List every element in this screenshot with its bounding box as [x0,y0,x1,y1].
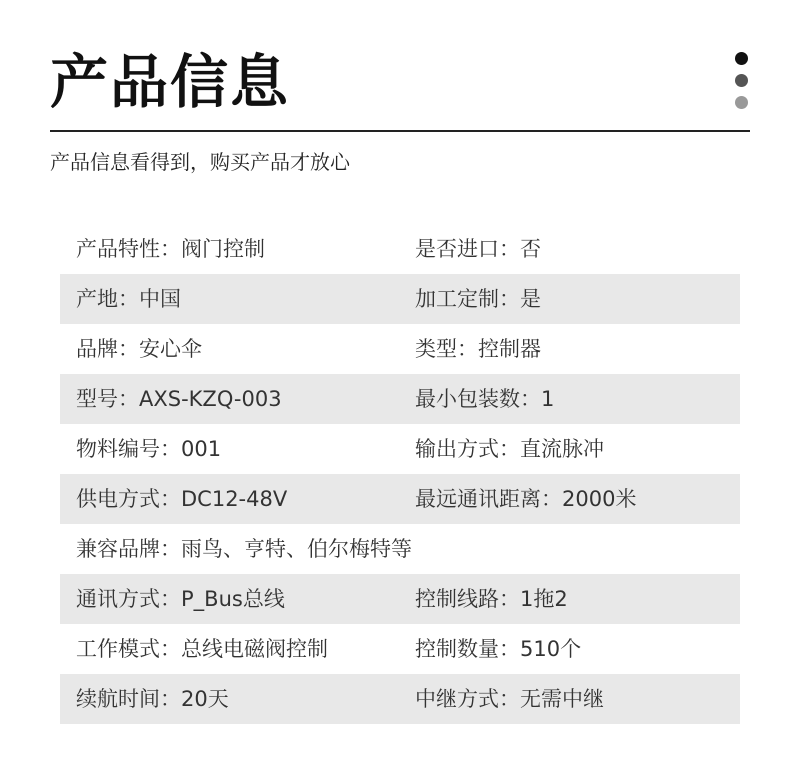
spec-row [60,274,740,324]
page-subtitle: 产品信息看得到，购买产品才放心 [50,150,350,174]
spec-right-cell: 中继方式：无需中继 [415,687,604,711]
spec-right-cell: 最远通讯距离：2000米 [415,487,637,511]
spec-left-cell: 兼容品牌：雨鸟、亨特、伯尔梅特等 [76,537,412,561]
spec-row [60,624,740,674]
page-title: 产品信息 [50,48,291,116]
spec-left-cell: 供电方式：DC12-48V [76,487,288,511]
spec-right-cell: 控制线路：1拖2 [415,587,568,611]
spec-left-cell: 工作模式：总线电磁阀控制 [76,637,328,661]
spec-row [60,374,740,424]
spec-row [60,474,740,524]
spec-left-cell: 通讯方式：P_Bus总线 [76,587,285,611]
spec-row [60,224,740,274]
dots-indicator [735,52,749,118]
spec-row [60,674,740,724]
dot-icon [735,52,748,65]
spec-row [60,574,740,624]
spec-right-cell: 类型：控制器 [415,337,541,361]
spec-right-cell: 最小包装数：1 [415,387,555,411]
spec-table [60,224,740,724]
spec-left-cell: 品牌：安心伞 [76,337,202,361]
spec-right-cell: 输出方式：直流脉冲 [415,437,604,461]
spec-right-cell: 加工定制：是 [415,287,541,311]
spec-right-cell: 控制数量：510个 [415,637,582,661]
spec-left-cell: 物料编号：001 [76,437,222,461]
dot-icon [735,96,748,109]
spec-left-cell: 产地：中国 [76,287,181,311]
title-divider [50,130,750,132]
spec-row [60,424,740,474]
spec-right-cell: 是否进口：否 [415,237,541,261]
spec-row [60,324,740,374]
spec-left-cell: 型号：AXS-KZQ-003 [76,387,282,411]
dot-icon [735,74,748,87]
spec-left-cell: 续航时间：20天 [76,687,229,711]
spec-row [60,524,740,574]
spec-left-cell: 产品特性：阀门控制 [76,237,265,261]
